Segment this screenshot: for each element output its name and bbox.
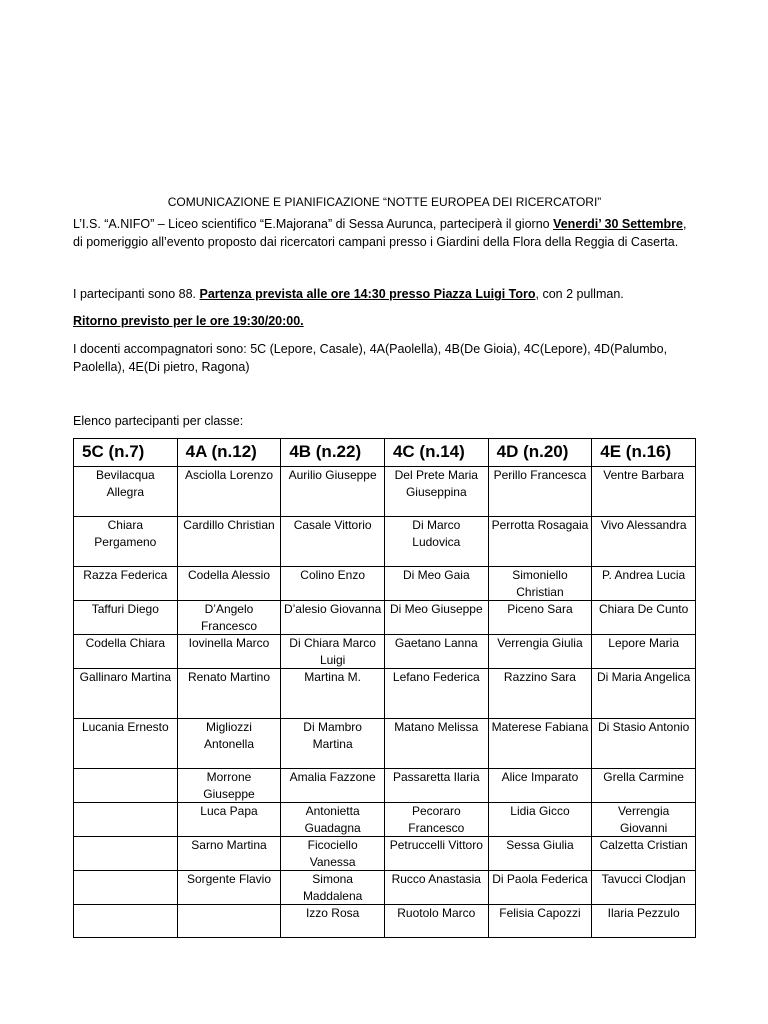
table-cell: Alice Imparato bbox=[488, 769, 592, 803]
table-cell: Di Mambro Martina bbox=[281, 719, 385, 769]
table-cell: Chiara De Cunto bbox=[592, 601, 696, 635]
table-cell: Amalia Fazzone bbox=[281, 769, 385, 803]
table-cell: Migliozzi Antonella bbox=[177, 719, 281, 769]
table-header-row bbox=[74, 439, 696, 467]
column-header-4b: 4B (n.22) bbox=[281, 439, 385, 467]
table-cell: Luca Papa bbox=[177, 803, 281, 837]
table-cell: Lidia Gicco bbox=[488, 803, 592, 837]
table-cell: Lucania Ernesto bbox=[74, 719, 178, 769]
table-cell: Simoniello Christian bbox=[488, 567, 592, 601]
table-cell: Codella Alessio bbox=[177, 567, 281, 601]
table-cell: Di Meo Giuseppe bbox=[384, 601, 488, 635]
column-header-4c: 4C (n.14) bbox=[384, 439, 488, 467]
table-row bbox=[74, 769, 696, 803]
table-cell: Codella Chiara bbox=[74, 635, 178, 669]
table-row bbox=[74, 601, 696, 635]
document-title: COMUNICAZIONE E PIANIFICAZIONE “NOTTE EUROPEA DEI RICERCATORI” bbox=[167, 195, 602, 209]
table-cell: Casale Vittorio bbox=[281, 517, 385, 567]
table-cell bbox=[74, 837, 178, 871]
column-header-4d: 4D (n.20) bbox=[488, 439, 592, 467]
table-cell: Grella Carmine bbox=[592, 769, 696, 803]
table-cell: Tavucci Clodjan bbox=[592, 871, 696, 905]
departure-info: Partenza prevista alle ore 14:30 presso Piazza Luigi Toro bbox=[199, 287, 536, 301]
table-row bbox=[74, 719, 696, 769]
table-cell: Di Paola Federica bbox=[488, 871, 592, 905]
intro-text-end: , di pomeriggio all’evento proposto dai ricercatori campani presso i Giardini della Flora della Reggia di Caserta. bbox=[73, 217, 687, 249]
table-cell: Bevilacqua Allegra bbox=[74, 467, 178, 517]
table-cell: Razza Federica bbox=[74, 567, 178, 601]
table-cell: Renato Martino bbox=[177, 669, 281, 719]
table-cell: Sorgente Flavio bbox=[177, 871, 281, 905]
table-cell: Chiara Pergameno bbox=[74, 517, 178, 567]
table-cell: Sarno Martina bbox=[177, 837, 281, 871]
table-cell: Lepore Maria bbox=[592, 635, 696, 669]
table-cell: Morrone Giuseppe bbox=[177, 769, 281, 803]
table-cell bbox=[74, 803, 178, 837]
table-cell bbox=[74, 871, 178, 905]
table-cell: Perillo Francesca bbox=[488, 467, 592, 517]
list-heading: Elenco partecipanti per classe: bbox=[73, 414, 244, 428]
table-row bbox=[74, 803, 696, 837]
table-row bbox=[74, 669, 696, 719]
bus-info: , con 2 pullman. bbox=[535, 287, 624, 301]
table-cell: Simona Maddalena bbox=[281, 871, 385, 905]
table-cell: Martina M. bbox=[281, 669, 385, 719]
table-cell: Petruccelli Vittoro bbox=[384, 837, 488, 871]
event-date: Venerdi’ 30 Settembre bbox=[553, 217, 684, 231]
participants-table bbox=[73, 438, 696, 938]
table-cell: Di Chiara Marco Luigi bbox=[281, 635, 385, 669]
table-cell: Iovinella Marco bbox=[177, 635, 281, 669]
table-cell: Rucco Anastasia bbox=[384, 871, 488, 905]
return-info: Ritorno previsto per le ore 19:30/20:00. bbox=[73, 314, 304, 328]
table-row bbox=[74, 837, 696, 871]
table-cell: Del Prete Maria Giuseppina bbox=[384, 467, 488, 517]
table-cell: Piceno Sara bbox=[488, 601, 592, 635]
table-row bbox=[74, 905, 696, 938]
column-header-5c: 5C (n.7) bbox=[74, 439, 178, 467]
table-cell: Sessa Giulia bbox=[488, 837, 592, 871]
table-cell: Antonietta Guadagna bbox=[281, 803, 385, 837]
table-cell: D’Angelo Francesco bbox=[177, 601, 281, 635]
column-header-4a: 4A (n.12) bbox=[177, 439, 281, 467]
table-cell: Verrengia Giovanni bbox=[592, 803, 696, 837]
table-cell: Cardillo Christian bbox=[177, 517, 281, 567]
table-cell bbox=[177, 905, 281, 938]
intro-text: L’I.S. “A.NIFO” – Liceo scientifico “E.Majorana” di Sessa Aurunca, parteciperà il giorno bbox=[73, 217, 554, 231]
table-row bbox=[74, 635, 696, 669]
table-cell: P. Andrea Lucia bbox=[592, 567, 696, 601]
table-cell: Lefano Federica bbox=[384, 669, 488, 719]
table-cell: Di Stasio Antonio bbox=[592, 719, 696, 769]
table-cell: Aurilio Giuseppe bbox=[281, 467, 385, 517]
table-cell: Verrengia Giulia bbox=[488, 635, 592, 669]
table-cell: Pecoraro Francesco bbox=[384, 803, 488, 837]
table-cell: Felisia Capozzi bbox=[488, 905, 592, 938]
table-cell: Calzetta Cristian bbox=[592, 837, 696, 871]
table-cell: Matano Melissa bbox=[384, 719, 488, 769]
table-cell: Taffuri Diego bbox=[74, 601, 178, 635]
intro-paragraph bbox=[73, 215, 696, 251]
table-cell: Ruotolo Marco bbox=[384, 905, 488, 938]
table-cell: Ilaria Pezzulo bbox=[592, 905, 696, 938]
table-cell: D’alesio Giovanna bbox=[281, 601, 385, 635]
table-cell: Ventre Barbara bbox=[592, 467, 696, 517]
table-row bbox=[74, 467, 696, 517]
table-row bbox=[74, 567, 696, 601]
table-cell: Gaetano Lanna bbox=[384, 635, 488, 669]
table-row bbox=[74, 517, 696, 567]
table-cell: Asciolla Lorenzo bbox=[177, 467, 281, 517]
table-cell: Colino Enzo bbox=[281, 567, 385, 601]
table-cell: Di Marco Ludovica bbox=[384, 517, 488, 567]
table-cell: Materese Fabiana bbox=[488, 719, 592, 769]
table-cell bbox=[74, 769, 178, 803]
table-cell: Perrotta Rosagaia bbox=[488, 517, 592, 567]
table-cell: Razzino Sara bbox=[488, 669, 592, 719]
table-row bbox=[74, 871, 696, 905]
table-cell: Izzo Rosa bbox=[281, 905, 385, 938]
teachers-paragraph: I docenti accompagnatori sono: 5C (Lepore, Casale), 4A(Paolella), 4B(De Gioia), 4C(Lepore), 4D(Palumbo, Paolella), 4E(Di pietro, Ragona) bbox=[73, 342, 668, 374]
participants-paragraph bbox=[73, 285, 696, 303]
table-cell: Ficociello Vanessa bbox=[281, 837, 385, 871]
table-cell: Di Meo Gaia bbox=[384, 567, 488, 601]
table-cell: Di Maria Angelica bbox=[592, 669, 696, 719]
table-cell: Vivo Alessandra bbox=[592, 517, 696, 567]
table-cell: Gallinaro Martina bbox=[74, 669, 178, 719]
table-cell: Passaretta Ilaria bbox=[384, 769, 488, 803]
table-cell bbox=[74, 905, 178, 938]
participants-count: I partecipanti sono 88. bbox=[73, 287, 200, 301]
column-header-4e: 4E (n.16) bbox=[592, 439, 696, 467]
